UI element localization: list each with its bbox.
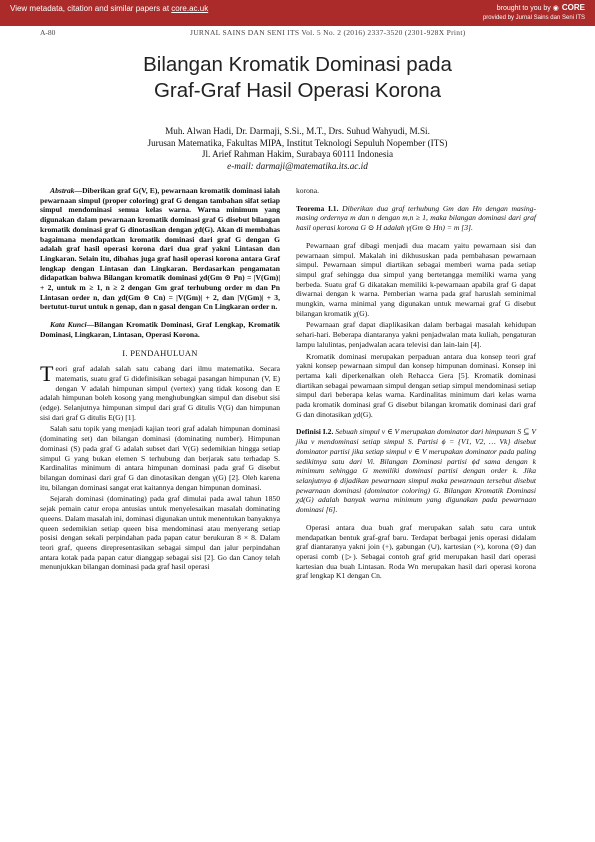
provided-by[interactable]: provided by Jurnal Sains dan Seni ITS [482,15,585,21]
abstract [40,186,280,312]
drop-cap: T [40,361,54,387]
email-line [40,161,555,173]
right-column [296,186,536,583]
brought-by: brought to you by ◉ CORE [496,3,585,12]
keywords-text: —Bilangan Kromatik Dominasi, Graf Lengkap, Kromatik Dominasi, Lingkaran, Lintasan, Operasi Korona. [40,320,280,339]
title-line-2: Graf-Graf Hasil Operasi Korona [153,79,442,102]
definition-text: Sebuah simpul v ∈ V merupakan dominator dari himpunan S ⊆ V jika v mendominasi setiap simpul S. Partisi ϕ = {V1, V2, … Vk} disebut dominator partisi jika setiap simpul v ∈ V merupakan dominator pada paling sedikitnya satu dari Vi. Bilangan Dominasi partisi ϕd sama dengan k minimum sehingga G memiliki dominasi partisi dengan order k. Jika selanjutnya ϕ dijadikan pewarnaan simpul maka pewarnaan tersebut disebut pewarnaan dominasi (dominator coloring) G. Bilangan Kromatik Dominasi χd(G) adalah banyak warna minimum yang digunakan pada pewarnaan dominasi [6]. [296,427,536,515]
theorem-text: Diberikan dua graf terhubung Gm dan Hn dengan masing-masing ordernya m dan n dengan m,n ≥ 1, maka bilangan dominasi dari graf hasil operasi korona G ⊙ H adalah γ(Gm ⊙ Hn) = m [3]. [296,203,536,233]
definition-label: Definisi I.2. [296,427,334,437]
title-line-1: Bilangan Kromatik Dominasi pada [143,53,452,76]
core-logo-icon[interactable]: ◉ [552,5,559,12]
theorem-1-1 [296,204,536,233]
email-label: e-mail [227,160,251,171]
body-paragraph-3: Kromatik dominasi merupakan perpaduan antara dua konsep teori graf yakni konsep pewarnaan simpul dan konsep himpunan dominasi. Konsep ini pertama kali diperkenalkan oleh Rehacca Gera [5]. Kromatik dominasi diartikan sebagai pewarnaan simpul dengan setiap simpul mendominasi setiap simpul dari beberapa kelas warna. Kardinalitas minimum dari kelas warna pada kromatik dominasi graf G disebut bilangan kromatik dominasi dari graf G dan dinotasikan χd(G). [296,351,536,419]
author-names: Muh. Alwan Hadi, Dr. Darmaji, S.Si., M.T., Drs. Suhud Wahyudi, M.Si. [165,126,430,136]
body-paragraph-4: Operasi antara dua buah graf merupakan salah satu cara untuk mendapatkan bentuk graf-graf baru. Terdapat berbagai jenis operasi didalam graf diantaranya yakni join (+), gabungan (∪), kartesian (×), korona (⊙) dan operasi comb (▷). Sebagai contoh graf grid merupakan hasil dari operasi kartesian dua buah Lintasan. Roda Wn merupakan hasil dari operasi korona graf lengkap K1 dengan Cn. [296,522,536,581]
section-heading: I. PENDAHULUAN [122,347,198,358]
core-brand[interactable]: CORE [561,3,585,12]
core-banner [0,0,595,26]
journal-title: JURNAL SAINS DAN SENI ITS Vol. 5 No. 2 (2016) 2337-3520 (2301-928X Print) [190,28,466,37]
intro-paragraph-3: Sejarah dominasi (dominating) pada graf dimulai pada awal tahun 1850 sejak pemain catur eropa antusias untuk menyelesaikan masalah dominating queens. Dalam masalah ini, dominasi digunakan untuk menentukan banyaknya queen sedemikian setiap queen bisa mendominasi atau menyerang setiap posisi dengan sekali perpindahan pada papan catur berukuran 8 × 8. Dalam teori graf, queens direpresentasikan sebagai simpul dan jalur perpindahan antara kotak pada papan catur dianggap sebagai sisi [2]. Go dan Canoy telah menunjukkan bilangan dominasi pada graf hasil operasi [40,494,280,572]
continuation: korona. [296,186,319,195]
left-column [40,186,280,574]
paper-title [40,52,555,104]
body-paragraph-2: Pewarnaan graf dapat diaplikasikan dalam berbagai masalah kehidupan sehari-hari. Beberapa diantaranya yakni penjadwalan mata kuliah, pengaturan lampu lalulintas, penjadwalan acara televisi dan lain-lain [4]. [296,320,536,349]
email: : darmaji@matematika.its.ac.id [250,160,368,171]
intro-paragraph-1: Teori graf adalah salah satu cabang dari ilmu matematika. Secara matematis, suatu graf G didefinisikan sebagai pasangan himpunan (V, E) dengan V adalah himpunan simpul (vertex) yang tidak kosong dan E adalah himpunan boleh kosong yang menghubungkan simpul dan disebut sisi (edge). Selanjutnya himpunan simpul dari graf G ditulis V(G) dan himpunan sisi dari graf G ditulis E(G) [1]. [40,361,280,422]
author-block [40,126,555,172]
theorem-label: Teorema I.1. [296,203,339,213]
page-number: A-80 [40,28,56,37]
intro-paragraph-2: Salah satu topik yang menjadi kajian teori graf adalah himpunan dominasi (dominating set) dan bilangan dominasi (dominating number). Himpunan dominasi (S) pada graf G adalah subset dari V(G) sedemikian hingga setiap simpul G yang bukan elemen S terhubung dan berjarak satu terhadap S. Kardinalitas minimum di antara himpunan dominasi pada graf G disebut bilangan dominasi dari graf G dan dinotasikan dengan γ(G) [2]. Oleh karena itu, bilangan dominasi sangat erat kaitannya dengan himpunan dominasi. [40,424,280,492]
keywords-label: Kata Kunci [50,320,87,330]
keywords [40,320,280,339]
body-paragraph-1: Pewarnaan graf dibagi menjadi dua macam yaitu pewarnaan sisi dan pewarnaan simpul. Makalah ini dikhususkan pada pembahasan pewarnaan simpul. Pewarnaan simpul diartikan sebagai memberi warna pada setiap simpul graf sehingga dua simpul yang bertetangga memiliki warna yang berbeda. Suatu graf G dikatakan memiliki k-pewarnaan apabila graf G dapat diwarnai dengan k warna. Pemberian warna pada graf haruslah seminimal mungkin, warna minimal yang digunakan untuk mewarnai graf G disebut bilangan kromatik χ(G). [296,240,536,318]
abstract-label: Abstrak [50,186,75,195]
metadata-link-text[interactable]: View metadata, citation and similar papers at core.ac.uk [10,4,209,13]
core-link[interactable]: core.ac.uk [171,4,209,13]
affiliation: Jurusan Matematika, Fakultas MIPA, Institut Teknologi Sepuluh Nopember (ITS) [147,137,448,148]
address: Jl. Arief Rahman Hakim, Surabaya 60111 Indonesia [201,149,394,159]
definition-1-2 [296,427,536,514]
abstract-text: —Diberikan graf G(V, E), pewarnaan kromatik dominasi ialah pewarnaan simpul (proper coloring) graf G dengan tambahan sifat setiap simpul mendominasi semua kelas warna. Warna minimum yang digunakan dalam pewarnaan kromatik dominasi graf G disebut bilangan kromatik dominasi graf G dinotasikan dengan χd(G). Akan di membahas bagaimana mendapatkan kromatik dominasi dari graf G dengan G adalah graf hasil operasi korona dari dua graf yakni Lintasan dan Lingkaran. Selain itu, dibahas juga graf hasil operasi korona antara Graf lengkap dengan Lintasan dan Lingkaran. Berdasarkan pengamatan didapatkan bahwa Bilangan kromatik dominasi χd(Gm ⊙ Pn) = |V(Gm)| + 2, untuk m ≥ 1, n ≥ 2 dengan Gm graf terhubung order m dan Pn Lintasan order n, dan χd(Gm ⊙ Cn) = |V(Gm)| + 2, dan |V(Gm)| + 3, bertutut-turut untuk n genap, dan n gasal dengan Cn Lingkaran order n. [40,186,280,312]
